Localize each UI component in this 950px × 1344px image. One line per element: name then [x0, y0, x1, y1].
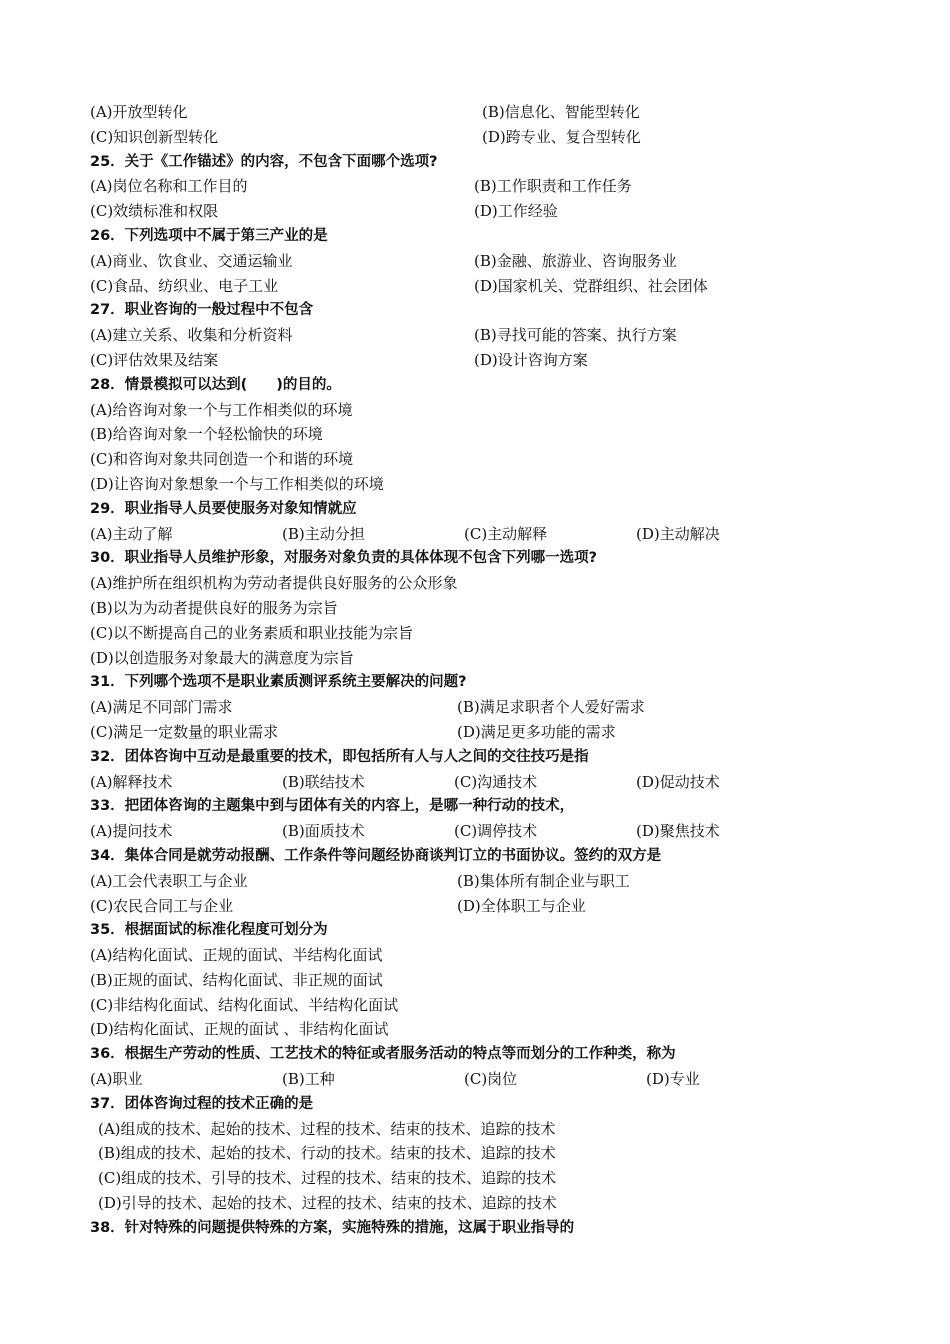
question-stem: 29．职业指导人员要使服务对象知情就应	[90, 500, 357, 517]
option-row	[90, 596, 870, 621]
option-row	[90, 1017, 870, 1042]
answer-option: (D)主动解决	[636, 524, 720, 543]
answer-option: (B)寻找可能的答案、执行方案	[474, 326, 677, 345]
question-stem: 34．集体合同是就劳动报酬、工作条件等问题经协商谈判订立的书面协议。签约的双方是	[90, 847, 662, 864]
question-stem: 25．关于《工作锚述》的内容，不包含下面哪个选项?	[90, 153, 438, 170]
answer-option: (A)职业	[90, 1070, 143, 1089]
answer-option: (D)满足更多功能的需求	[457, 722, 616, 741]
answer-option: (D)聚焦技术	[636, 822, 720, 841]
question-stem: 33．把团体咨询的主题集中到与团体有关的内容上，是哪一种行动的技术，	[90, 798, 575, 815]
answer-option: (B)集体所有制企业与职工	[457, 871, 630, 890]
option-row	[90, 323, 870, 348]
option-row	[90, 274, 870, 299]
answer-option: (B)面质技术	[282, 822, 365, 841]
exam-page	[90, 100, 870, 1241]
answer-option: (A)提问技术	[90, 822, 173, 841]
answer-option: (C)主动解释	[464, 524, 548, 543]
answer-option: (D)工作经验	[474, 202, 558, 221]
question-stem: 31．下列哪个选项不是职业素质测评系统主要解决的问题?	[90, 674, 467, 691]
option-row	[90, 720, 870, 745]
option-row	[90, 695, 870, 720]
question-stem: 30．职业指导人员维护形象，对服务对象负责的具体体现不包含下列哪一选项?	[90, 550, 598, 567]
option-row	[90, 894, 870, 919]
answer-option: (A)满足不同部门需求	[90, 698, 233, 717]
answer-option: (B)组成的技术、起始的技术、行动的技术。结束的技术、追踪的技术	[98, 1144, 556, 1163]
answer-option: (A)结构化面试、正规的面试、半结构化面试	[90, 946, 383, 965]
answer-option: (C)效绩标准和权限	[90, 202, 219, 221]
question-stem: 37．团体咨询过程的技术正确的是	[90, 1095, 314, 1112]
answer-option: (A)维护所在组织机构为劳动者提供良好服务的公众形象	[90, 574, 458, 593]
option-row	[90, 943, 870, 968]
answer-option: (D)全体职工与企业	[457, 896, 586, 915]
answer-option: (B)主动分担	[282, 524, 365, 543]
answer-option: (C)以不断提高自己的业务素质和职业技能为宗旨	[90, 623, 414, 642]
answer-option: (B)给咨询对象一个轻松愉快的环境	[90, 425, 323, 444]
answer-option: (A)建立关系、收集和分析资料	[90, 326, 293, 345]
answer-option: (D)让咨询对象想象一个与工作相类似的环境	[90, 474, 384, 493]
answer-option: (B)工种	[282, 1070, 335, 1089]
answer-option: (A)开放型转化	[90, 103, 188, 121]
question-stem: 35．根据面试的标准化程度可划分为	[90, 922, 328, 939]
answer-option: (D)专业	[646, 1070, 700, 1089]
answer-option: (C)农民合同工与企业	[90, 896, 234, 915]
answer-option: (A)岗位名称和工作目的	[90, 177, 248, 196]
option-row	[90, 422, 870, 447]
question-stem: 26．下列选项中不属于第三产业的是	[90, 227, 328, 244]
option-row	[90, 646, 870, 671]
answer-option: (C)和咨询对象共同创造一个和谐的环境	[90, 450, 354, 469]
option-row	[90, 770, 870, 795]
option-row	[90, 174, 870, 199]
option-row	[90, 571, 870, 596]
answer-option: (D)设计咨询方案	[474, 350, 588, 369]
answer-option: (A)商业、饮食业、交通运输业	[90, 251, 293, 270]
answer-option: (B)满足求职者个人爱好需求	[457, 698, 645, 717]
answer-option: (C)评估效果及结案	[90, 350, 219, 369]
option-row	[90, 125, 870, 150]
answer-option: (C)调停技术	[454, 822, 538, 841]
option-row	[90, 1117, 870, 1142]
option-row	[90, 1166, 870, 1191]
answer-option: (C)满足一定数量的职业需求	[90, 722, 279, 741]
question-stem: 32．团体咨询中互动是最重要的技术，即包括所有人与人之间的交往技巧是指	[90, 748, 589, 765]
answer-option: (C)组成的技术、引导的技术、过程的技术、结束的技术、追踪的技术	[98, 1169, 557, 1188]
answer-option: (D)引导的技术、起始的技术、过程的技术、结束的技术、追踪的技术	[98, 1194, 557, 1213]
answer-option: (B)工作职责和工作任务	[474, 177, 632, 196]
option-row	[90, 968, 870, 993]
answer-option: (A)工会代表职工与企业	[90, 871, 248, 890]
answer-option: (D)以创造服务对象最大的满意度为宗旨	[90, 648, 354, 667]
question-stem: 28．情景模拟可以达到( )的目的。	[90, 376, 341, 393]
answer-option: (A)组成的技术、起始的技术、过程的技术、结束的技术、追踪的技术	[98, 1119, 556, 1138]
option-row	[90, 249, 870, 274]
answer-option: (B)联结技术	[282, 772, 365, 791]
question-stem: 27．职业咨询的一般过程中不包含	[90, 302, 314, 319]
answer-option: (B)信息化、智能型转化	[482, 103, 640, 121]
answer-option: (C)沟通技术	[454, 772, 538, 791]
answer-option: (D)结构化面试、正规的面试 、非结构化面试	[90, 1020, 389, 1039]
option-row	[90, 100, 870, 125]
answer-option: (A)给咨询对象一个与工作相类似的环境	[90, 400, 353, 419]
answer-option: (A)解释技术	[90, 772, 173, 791]
option-row	[90, 522, 870, 547]
answer-option: (C)岗位	[464, 1070, 518, 1089]
option-row	[90, 1191, 870, 1216]
option-row	[90, 348, 870, 373]
option-row	[90, 1067, 870, 1092]
option-row	[90, 447, 870, 472]
option-row	[90, 472, 870, 497]
answer-option: (B)正规的面试、结构化面试、非正规的面试	[90, 970, 383, 989]
answer-option: (B)以为为动者提供良好的服务为宗旨	[90, 598, 338, 617]
option-row	[90, 869, 870, 894]
answer-option: (D)跨专业、复合型转化	[482, 127, 641, 146]
answer-option: (B)金融、旅游业、咨询服务业	[474, 251, 677, 270]
option-row	[90, 993, 870, 1018]
answer-option: (C)非结构化面试、结构化面试、半结构化面试	[90, 995, 399, 1014]
answer-option: (A)主动了解	[90, 524, 173, 543]
question-stem: 36．根据生产劳动的性质、工艺技术的特征或者服务活动的特点等而划分的工作种类，称为	[90, 1046, 676, 1063]
option-row	[90, 398, 870, 423]
option-row	[90, 819, 870, 844]
option-row	[90, 621, 870, 646]
answer-option: (C)食品、纺织业、电子工业	[90, 276, 279, 295]
question-stem: 38．针对特殊的问题提供特殊的方案，实施特殊的措施，这属于职业指导的	[90, 1219, 575, 1236]
answer-option: (D)促动技术	[636, 772, 720, 791]
option-row	[90, 199, 870, 224]
answer-option: (C)知识创新型转化	[90, 127, 219, 146]
answer-option: (D)国家机关、党群组织、社会团体	[474, 276, 708, 295]
option-row	[90, 1141, 870, 1166]
